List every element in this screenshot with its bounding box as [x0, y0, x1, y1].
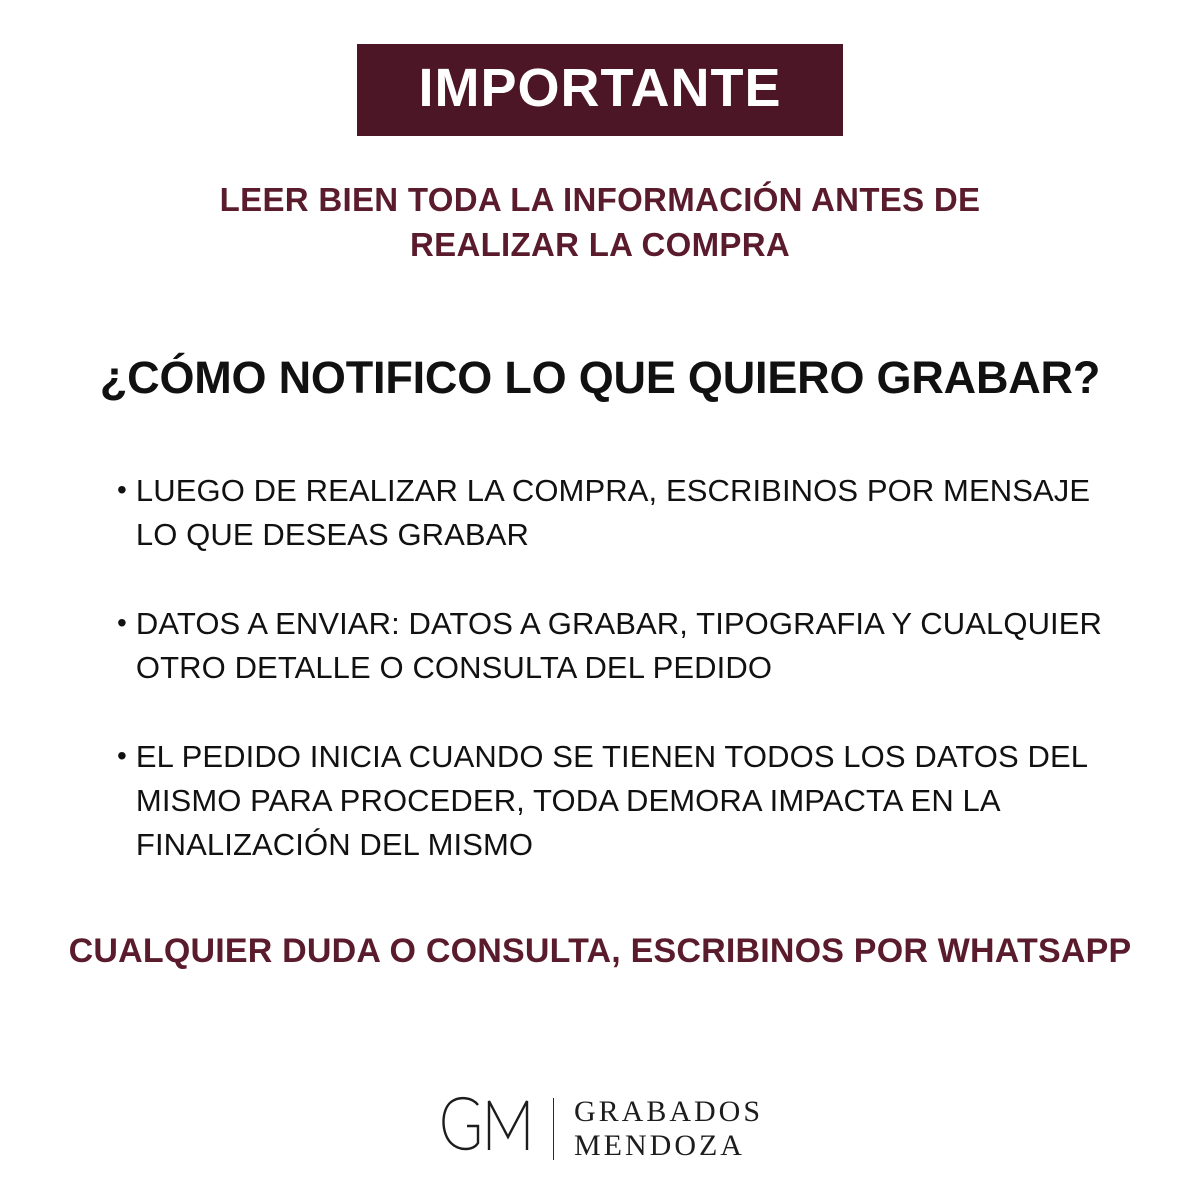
- list-item-text: DATOS A ENVIAR: DATOS A GRABAR, TIPOGRAFIA Y CUALQUIER OTRO DETALLE O CONSULTA DEL PEDIDO: [135, 605, 1103, 685]
- list-item: [117, 469, 1105, 557]
- bullet-list: [95, 469, 1105, 867]
- list-item: [117, 602, 1105, 690]
- bullet-dot-icon: •: [117, 473, 127, 505]
- logo-line-2: MENDOZA: [573, 1128, 745, 1162]
- cta-whatsapp-text: CUALQUIER DUDA O CONSULTA, ESCRIBINOS POR WHATSAPP: [68, 931, 1132, 970]
- subtitle-text: LEER BIEN TODA LA INFORMACIÓN ANTES DE REALIZAR LA COMPRA: [219, 181, 981, 263]
- gm-monogram-icon: [437, 1093, 533, 1164]
- list-item: [117, 735, 1105, 867]
- banner-importante: IMPORTANTE: [357, 44, 844, 136]
- logo-line-1: GRABADOS: [573, 1094, 764, 1128]
- list-item-text: EL PEDIDO INICIA CUANDO SE TIENEN TODOS LOS DATOS DEL MISMO PARA PROCEDER, TODA DEMORA IMPACTA EN LA FINALIZACIÓN DEL MISMO: [135, 738, 1087, 862]
- logo-divider: [553, 1098, 554, 1160]
- bullet-dot-icon: •: [117, 606, 127, 638]
- logo-wordmark: [574, 1095, 763, 1162]
- bullet-dot-icon: •: [117, 739, 127, 771]
- brand-logo: [0, 1093, 1200, 1164]
- page-title: ¿CÓMO NOTIFICO LO QUE QUIERO GRABAR?: [99, 352, 1101, 404]
- list-item-text: LUEGO DE REALIZAR LA COMPRA, ESCRIBINOS POR MENSAJE LO QUE DESEAS GRABAR: [135, 472, 1091, 552]
